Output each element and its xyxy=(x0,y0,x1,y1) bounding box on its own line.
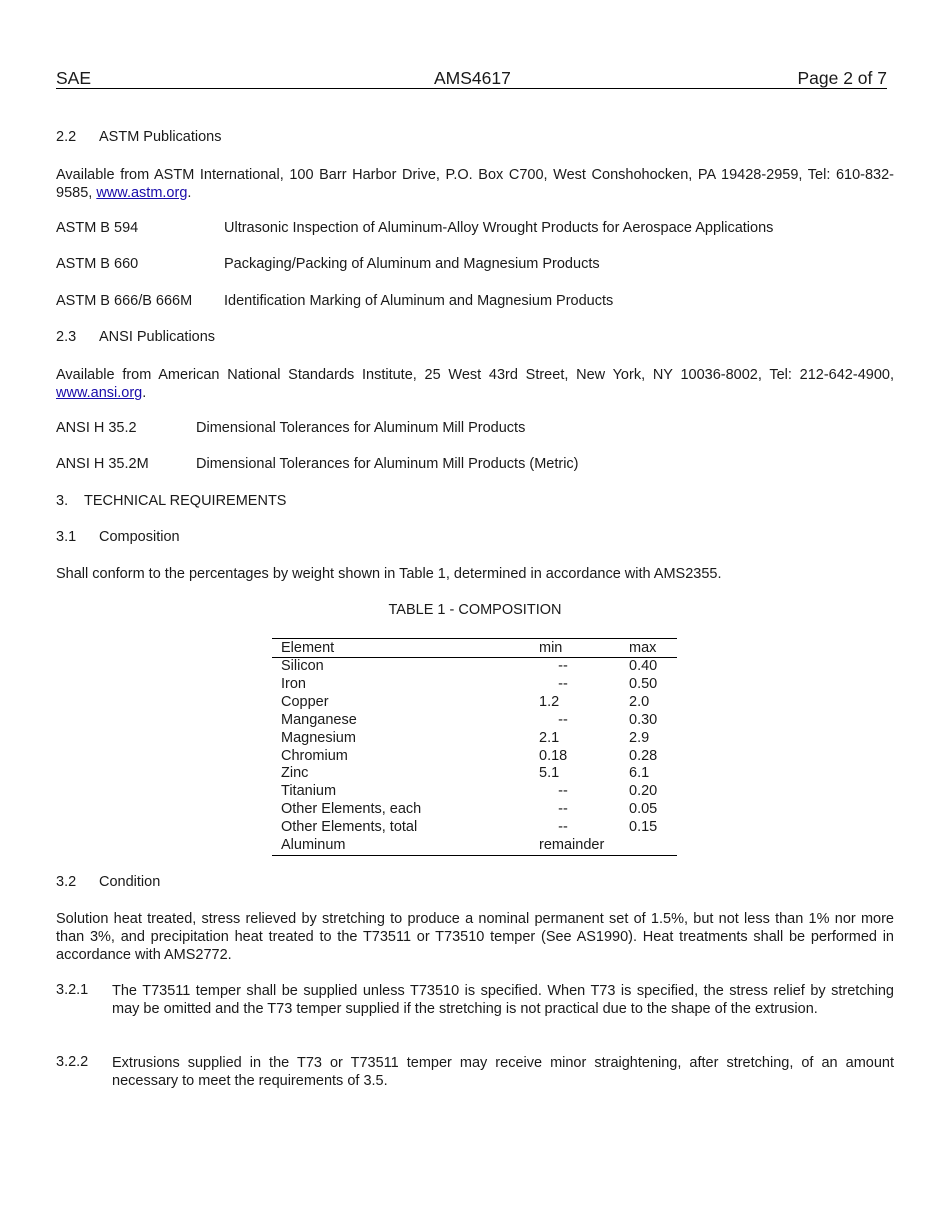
subsection-3-2-2-paragraph: Extrusions supplied in the T73 or T73511 temper may receive minor straightening, after stretching, of an amount necessary to meet the requirements of 3.5. xyxy=(112,1055,894,1089)
reference-code: ASTM B 666/B 666M xyxy=(56,293,193,309)
table-row: Magnesium 2.1 2.9 xyxy=(281,729,650,746)
subsection-3-2-1-paragraph: The T73511 temper shall be supplied unless T73510 is specified. When T73 is specified, the stress relief by stretching may be omitted and the T73 temper supplied if the stretching is not practical due to the shape of the extrusion. xyxy=(112,983,894,1017)
section-number: 2.3 xyxy=(56,329,77,345)
table-row: Other Elements, total -- 0.15 xyxy=(281,819,658,836)
section-number: 3.2.1 xyxy=(56,982,89,998)
table-row: Zinc 5.1 6.1 xyxy=(281,765,650,782)
section-number: 3.2 xyxy=(56,874,77,890)
section-title: Condition xyxy=(99,874,161,890)
reference-title: Ultrasonic Inspection of Aluminum-Alloy Wrought Products for Aerospace Applications xyxy=(224,220,774,236)
reference-title: Dimensional Tolerances for Aluminum Mill Products (Metric) xyxy=(196,456,579,472)
condition-paragraph: Solution heat treated, stress relieved by stretching to produce a nominal permanent set of 1.5%, but not less than 1% nor more than 3%, and precipitation heat treated to the T73511 or T73510 temper (See AS1990). Heat treatments shall be performed in accordance with AMS2772. xyxy=(56,911,894,963)
section-number: 2.2 xyxy=(56,129,77,145)
reference-code: ASTM B 594 xyxy=(56,220,139,236)
table-caption: TABLE 1 - COMPOSITION xyxy=(388,602,562,618)
composition-table xyxy=(272,638,677,856)
table-row: Silicon -- 0.40 xyxy=(281,658,658,674)
table-row: Chromium 0.18 0.28 xyxy=(281,747,658,764)
reference-title: Packaging/Packing of Aluminum and Magnesium Products xyxy=(224,256,600,272)
column-header: min xyxy=(539,639,629,658)
reference-code: ANSI H 35.2M xyxy=(56,456,149,472)
section-number: 3. xyxy=(56,493,69,509)
reference-title: Dimensional Tolerances for Aluminum Mill Products xyxy=(196,420,526,436)
header-doc-number: AMS4617 xyxy=(434,68,511,88)
page-header xyxy=(56,68,887,89)
column-header: max xyxy=(629,639,677,658)
ansi-availability-paragraph: Available from American National Standards Institute, 25 West 43rd Street, New York, NY 10036-8002, Tel: 212-642-4900, www.ansi.org. xyxy=(56,367,894,401)
reference-code: ASTM B 660 xyxy=(56,256,139,272)
header-page-number: Page 2 of 7 xyxy=(797,68,887,88)
astm-availability-paragraph: Available from ASTM International, 100 Barr Harbor Drive, P.O. Box C700, West Conshohocken, PA 19428-2959, Tel: 610-832-9585, www.astm.org. xyxy=(56,167,894,201)
composition-paragraph: Shall conform to the percentages by weight shown in Table 1, determined in accordance with AMS2355. xyxy=(56,566,722,582)
table-row: Other Elements, each -- 0.05 xyxy=(281,801,658,818)
section-title: Composition xyxy=(99,529,180,545)
table-row: Titanium -- 0.20 xyxy=(281,783,658,800)
section-number: 3.1 xyxy=(56,529,77,545)
table-row: Iron -- 0.50 xyxy=(281,675,658,692)
table-row: Manganese -- 0.30 xyxy=(281,711,658,728)
header-org: SAE xyxy=(56,68,92,88)
reference-title: Identification Marking of Aluminum and Magnesium Products xyxy=(224,293,614,309)
reference-code: ANSI H 35.2 xyxy=(56,420,137,436)
section-title: ASTM Publications xyxy=(99,129,222,145)
table-header-row xyxy=(272,639,677,658)
table-row: Copper 1.2 2.0 xyxy=(281,693,650,710)
section-number: 3.2.2 xyxy=(56,1054,89,1070)
section-title: TECHNICAL REQUIREMENTS xyxy=(84,493,287,509)
section-title: ANSI Publications xyxy=(99,329,216,345)
table-row: Aluminum remainder xyxy=(281,837,605,854)
column-header: Element xyxy=(272,639,539,658)
ansi-website-link[interactable]: www.ansi.org xyxy=(56,385,143,401)
astm-website-link[interactable]: www.astm.org xyxy=(96,185,188,201)
